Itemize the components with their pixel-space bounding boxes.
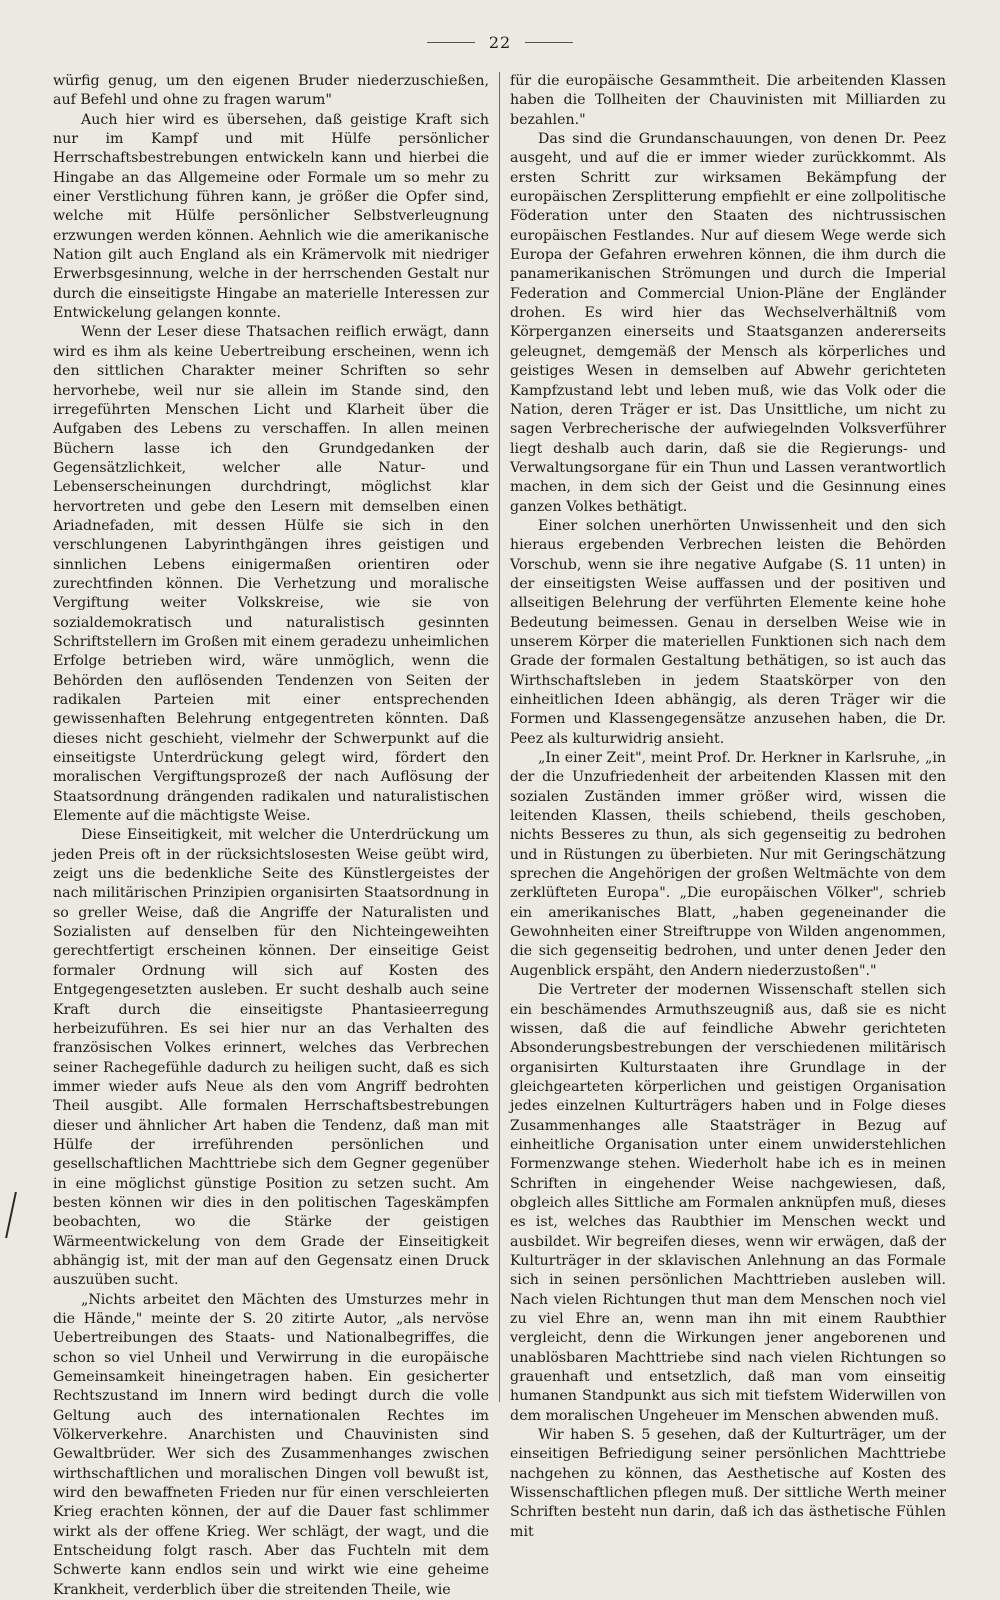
paragraph: Wir haben S. 5 gesehen, daß der Kulturträger, um der einseitigen Befriedigung seiner persönlichen Machttriebe nachgehen zu können, das Aesthetische auf Kosten des Wissenschaftlichen pflegen muß. Der sittliche Werth meiner Schriften besteht nun darin, daß ich das ästhetische Fühlen mit: [510, 1427, 946, 1540]
left-column: [53, 72, 489, 1598]
page-header: [0, 30, 1000, 54]
page-number: 22: [488, 32, 512, 52]
header-rule-left: [427, 42, 475, 43]
paragraph: würfig genug, um den eigenen Bruder niederzuschießen, auf Befehl und ohne zu fragen warum": [53, 73, 489, 109]
paragraph: Die Vertreter der modernen Wissenschaft stellen sich ein beschämendes Armuthszeugniß aus, daß sie es nicht wissen, daß die auf feindliche Abwehr gerichteten Absonderungsbestrebungen der verschiedenen militärisch organisirten Kulturstaaten ihre Grundlage in der gleichgearteten körperlichen und geistigen Organisation jedes einzelnen Kulturträgers haben und in Folge dieses Zusammenhanges alle Staatsträger in Bezug auf einheitliche Organisation unter einem unwiderstehlichen Formenzwange stehen. Wiederholt habe ich es in meinen Schriften in eingehender Weise nachgewiesen, daß, obgleich alles Sittliche am Formalen anknüpfen muß, dieses es ist, welches das Raubthier im Menschen weckt und ausbildet. Wir begreifen dieses, wenn wir erwägen, daß der Kulturträger in der sklavischen Anlehnung an das Formale sich in seinen persönlichen Machttrieben ausleben will. Nach vielen Richtungen thut man dem Menschen noch viel zu viel Ehre an, wenn man ihn mit einem Raubthier vergleicht, denn die Wirkungen jener angeborenen und unablösbaren Machttriebe sind nach vielen Richtungen so grauenhaft und entsetzlich, daß man vom einseitig humanen Standpunkt aus sich mit tiefstem Widerwillen von dem moralischen Ungeheuer im Menschen abwenden muß.: [510, 982, 946, 1424]
header-rule-right: [525, 42, 573, 43]
paragraph: Auch hier wird es übersehen, daß geistige Kraft sich nur im Kampf und mit Hülfe persönlicher Herrschaftsbestrebungen entwickeln kann und hierbei die Hingabe an das Allgemeine oder Formale um so mehr zu einer Verstlichung führen kann, je größer die Opfer sind, welche mit Hülfe persönlicher Selbstverleugnung erzwungen werden können. Aehnlich wie die amerikanische Nation gilt auch England als ein Krämervolk mit niedriger Erwerbsgesinnung, welche in der herrschenden Gestalt nur durch die einseitigste Hingabe an materielle Interessen zur Entwickelung gelangen konnte.: [53, 111, 489, 322]
column-divider: [499, 72, 500, 1402]
paragraph: „Nichts arbeitet den Mächten des Umsturzes mehr in die Hände," meinte der S. 20 zitirte Autor, „als nervöse Uebertreibungen des Staats- und Nationalbegriffes, die schon so viel Unheil und Verwirrung in die europäische Gemeinsamkeit hineingetragen haben. Ein gesicherter Rechtszustand im Innern wird bedingt durch die volle Geltung auch des internationalen Rechtes im Völkerverkehre. Anarchisten und Chauvinisten sind Gewaltbrüder. Wer sich des Zusammenhanges zwischen wirthschaftlichen und moralischen Dingen voll bewußt ist, wird den bewaffneten Frieden nur für einen verschleierten Krieg erachten können, der auf die Dauer fast schlimmer wirkt als der offene Krieg. Wer schlägt, der wagt, und die Entscheidung folgt rasch. Aber das Fuchteln mit dem Schwerte kann endlos sein und wirkt wie eine geheime Krankheit, verderblich über die streitenden Theile, wie: [53, 1291, 489, 1598]
paragraph: für die europäische Gesammtheit. Die arbeitenden Klassen haben die Tollheiten der Chauvinisten mit Milliarden zu bezahlen.": [510, 73, 946, 128]
paragraph: Das sind die Grundanschauungen, von denen Dr. Peez ausgeht, und auf die er immer wieder zurückkommt. Als ersten Schritt zur wirksamen Bekämpfung der europäischen Zersplitterung empfiehlt er eine zollpolitische Föderation unter den Staaten des nichtrussischen europäischen Festlandes. Nur auf diesem Wege werde sich Europa der Gefahren erwehren können, die ihm durch die panamerikanischen Strömungen und durch die Imperial Federation and Commercial Union-Pläne der Engländer drohen. Es wird hier das Wechselverhältniß vom Körperganzen einerseits und Staatsganzen andererseits geleugnet, demgemäß der Mensch als körperliches und geistiges Wesen in demselben auf Abwehr gerichteten Kampfzustand lebt und leben muß, wie das Volk oder die Nation, deren Träger er ist. Das Unsittliche, um nicht zu sagen Verbrecherische der aufwiegelnden Volksverführer liegt deshalb auch darin, daß sie die Regierungs- und Verwaltungsorgane für ein Thun und Lassen verantwortlich machen, in dem sich der Geist und die Gesinnung eines ganzen Volkes bethätigt.: [510, 131, 946, 515]
paragraph: Einer solchen unerhörten Unwissenheit und den sich hieraus ergebenden Verbrechen leisten die Behörden Vorschub, wenn sie ihre negative Aufgabe (S. 11 unten) in der einseitigsten Weise auffassen und der positiven und allseitigen Belehrung der verführten Elemente keine hohe Bedeutung beimessen. Genau in derselben Weise wie in unserem Körper die materiellen Funktionen sich nach dem Grade der formalen Gestaltung bethätigen, so ist auch das Wirthschaftsleben in jedem Staatskörper von den einheitlichen Ideen abhängig, als deren Träger wir die Formen und Klassengegensätze anzusehen haben, die Dr. Peez als kulturwidrig ansieht.: [510, 517, 946, 747]
paragraph: „In einer Zeit", meint Prof. Dr. Herkner in Karlsruhe, „in der die Unzufriedenheit der arbeitenden Klassen mit den sozialen Zuständen immer größer wird, wissen die leitenden Klassen, theils schiebend, theils geschoben, nichts Besseres zu thun, als sich gegenseitig zu bedrohen und in Rüstungen zu überbieten. Nur mit Geringschätzung sprechen die Angehörigen der großen Weltmächte von dem zerklüfteten Europa". „Die europäischen Völker", schrieb ein amerikanisches Blatt, „haben gegeneinander die Gewohnheiten einer Streiftruppe von Wilden angenommen, die sich gegenseitig bedrohen, und unter denen Jeder den Augenblick erspäht, den Andern niederzustoßen".": [510, 750, 946, 979]
paragraph: Diese Einseitigkeit, mit welcher die Unterdrückung um jeden Preis oft in der rücksichtslosesten Weise geübt wird, zeigt uns die bedenkliche Seite des Künstlergeistes der nach militärischen Prinzipien organisirten Staatsordnung in so greller Weise, daß die Angriffe der Naturalisten und Sozialisten auf denselben für den Nichteingeweihten gerechtfertigt erscheinen können. Der einseitige Geist formaler Ordnung will sich auf Kosten des Entgegengesetzten ausleben. Er sucht deshalb auch seine Kraft durch die einseitigste Phantasieerregung herbeizuführen. Es sei hier nur an das Verhalten des französischen Volkes erinnert, welches das Verbrechen seiner Rachegefühle dadurch zu heiligen sucht, daß es sich immer wieder aufs Neue als den vom Angriff bedrohten Theil ausgibt. Alle formalen Herrschaftsbestrebungen dieser und ähnlicher Art haben die Tendenz, daß man mit Hülfe der irreführenden persönlichen und gesellschaftlichen Machttriebe sich dem Gegner gegenüber in eine möglichst günstige Position zu setzen sucht. Am besten können wir dies in den politischen Tageskämpfen beobachten, wo die Stärke der geistigen Wärmeentwickelung von dem Grade der Einseitigkeit abhängig ist, mit der man auf den Gegensatz einen Druck auszuüben sucht.: [53, 827, 489, 1289]
paragraph: Wenn der Leser diese Thatsachen reiflich erwägt, dann wird es ihm als keine Uebertreibung erscheinen, wenn ich den sittlichen Charakter meiner Schriften so sehr hervorhebe, weil nur sie allein im Stande sind, den irregeführten Menschen Licht und Klarheit über die Aufgaben des Lebens zu verschaffen. In allen meinen Büchern lasse ich den Grundgedanken der Gegensätzlichkeit, welcher alle Natur- und Lebenserscheinungen durchdringt, möglichst klar hervortreten und gebe den Lesern mit demselben einen Ariadnefaden, mit dessen Hülfe sie sich in den verschlungenen Labyrinthgängen ihres geistigen und sinnlichen Lebens einigermaßen orientiren oder zurechtfinden können. Die Verhetzung und moralische Vergiftung weiter Volkskreise, wie sie von sozialdemokratisch und naturalistisch gesinnten Schriftstellern im Großen mit einem geradezu unheimlichen Erfolge betrieben wird, wäre unmöglich, wenn die Behörden den auflösenden Tendenzen von Seiten der radikalen Parteien mit einer entsprechenden gewissenhaften Belehrung entgegentreten könnten. Daß dieses nicht geschieht, vielmehr der Schwerpunkt auf die einseitigste Unterdrückung gelegt wird, fördert den moralischen Vergiftungsprozeß der nach Auflösung der Staatsordnung drängenden radikalen und naturalistischen Elemente auf die mächtigste Weise.: [53, 324, 489, 825]
right-column: [510, 72, 946, 1540]
margin-pencil-mark: [5, 1192, 20, 1238]
